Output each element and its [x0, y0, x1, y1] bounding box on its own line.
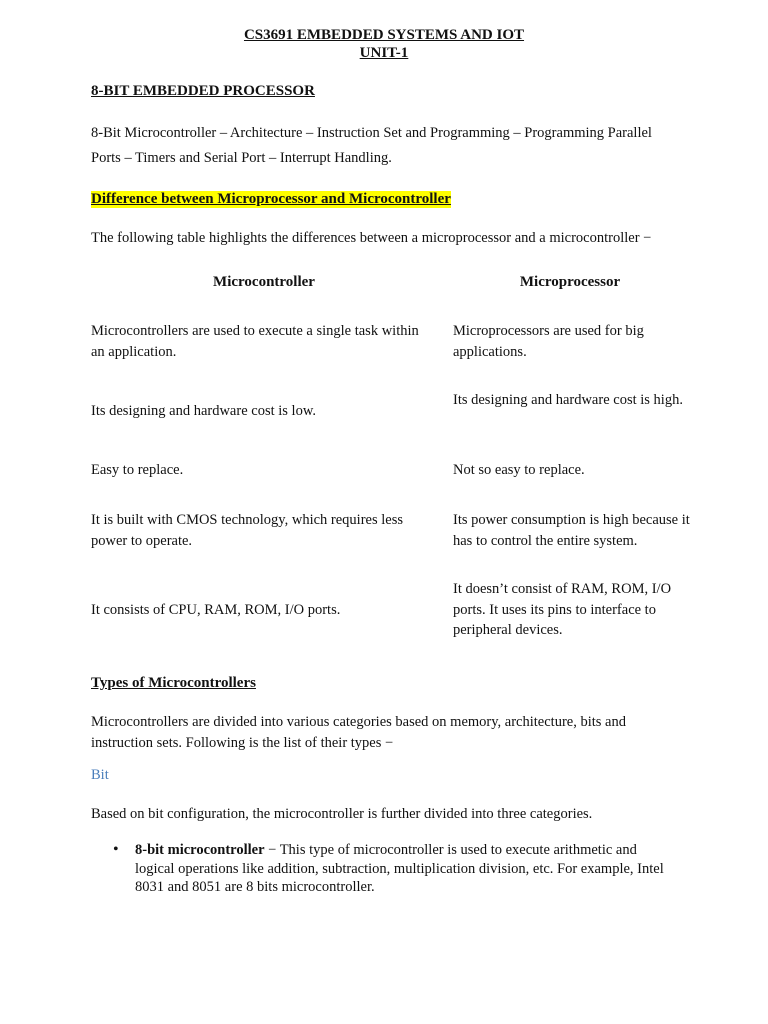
types-intro: Microcontrollers are divided into various categories based on memory, architecture, bits and instruction sets. Following is the list of their types − — [91, 714, 626, 751]
column-header-microprocessor: Microprocessor — [519, 274, 621, 290]
section-heading-difference: Difference between Microprocessor and Microcontroller — [91, 191, 451, 207]
table-cell-microprocessor-5: It doesn’t consist of RAM, ROM, I/O ports. It uses its pins to interface to peripheral devices. — [453, 581, 672, 638]
table-cell-microcontroller-4: It is built with CMOS technology, which requires less power to operate. — [91, 512, 403, 549]
sub-heading-bit: Bit — [91, 767, 109, 783]
table-cell-microprocessor-4: Its power consumption is high because it has to control the entire system. — [453, 512, 690, 549]
table-intro: The following table highlights the differences between a microprocessor and a microcontroller − — [91, 230, 652, 246]
table-cell-microprocessor-2: Its designing and hardware cost is high. — [453, 392, 683, 408]
table-cell-microprocessor-3: Not so easy to replace. — [453, 462, 585, 478]
table-cell-microcontroller-1: Microcontrollers are used to execute a single task within an application. — [91, 323, 419, 360]
bullet-term: 8-bit microcontroller — [135, 842, 265, 858]
section-heading-types: Types of Microcontrollers — [91, 675, 256, 691]
bit-intro: Based on bit configuration, the microcontroller is further divided into three categories. — [91, 806, 593, 822]
syllabus-line-1: 8-Bit Microcontroller – Architecture – Instruction Set and Programming – Programming Parallel — [91, 125, 652, 141]
section-heading-8bit-processor: 8-BIT EMBEDDED PROCESSOR — [91, 83, 315, 99]
table-cell-microcontroller-3: Easy to replace. — [91, 462, 184, 478]
bullet-description: − This type of microcontroller is used to execute arithmetic and logical operations like addition, subtraction, multiplication division, etc. For example, Intel 8031 and 8051 are 8 bits microcontroller. — [135, 842, 664, 895]
course-title: CS3691 EMBEDDED SYSTEMS AND IOT — [243, 27, 525, 43]
table-cell-microcontroller-5: It consists of CPU, RAM, ROM, I/O ports. — [91, 602, 341, 618]
table-cell-microcontroller-2: Its designing and hardware cost is low. — [91, 403, 316, 419]
column-header-microcontroller: Microcontroller — [213, 274, 315, 290]
table-cell-microprocessor-1: Microprocessors are used for big applications. — [453, 323, 644, 360]
bullet-icon: • — [113, 841, 119, 858]
syllabus-line-2: Ports – Timers and Serial Port – Interrupt Handling. — [91, 150, 392, 166]
unit-title: UNIT-1 — [359, 45, 409, 61]
bullet-item-8bit — [135, 841, 665, 897]
